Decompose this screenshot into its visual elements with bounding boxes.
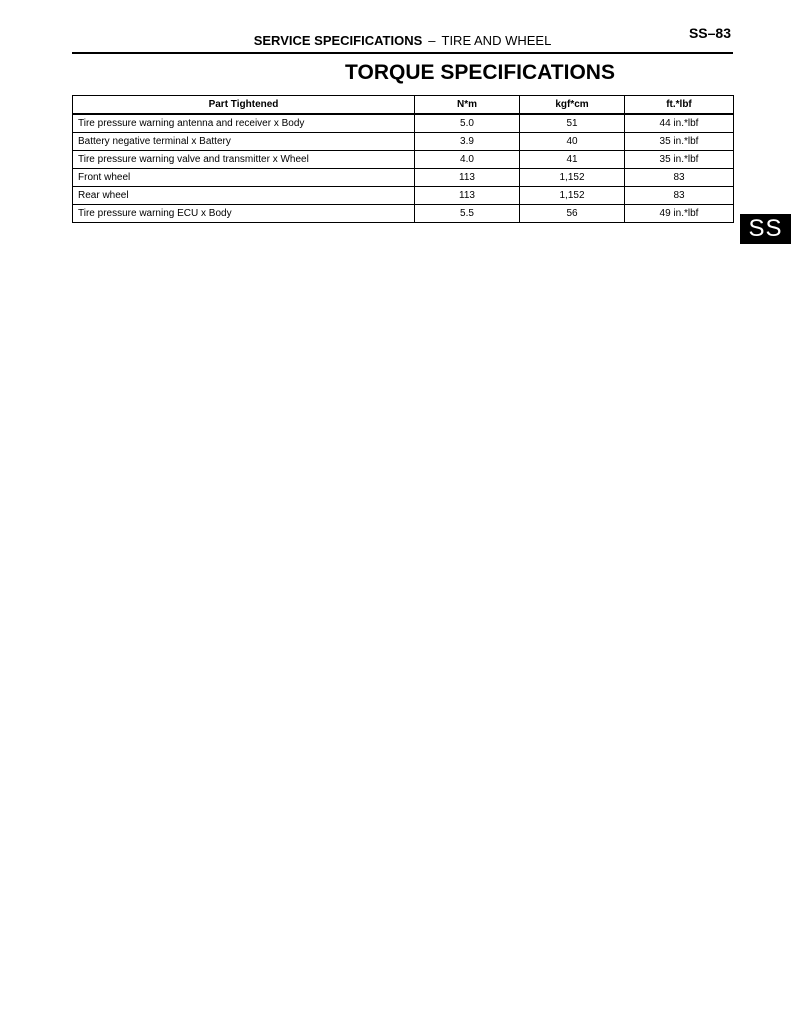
kgfcm-cell: 1,152	[520, 187, 625, 205]
kgfcm-cell: 40	[520, 133, 625, 151]
part-cell: Tire pressure warning valve and transmitter x Wheel	[73, 151, 415, 169]
column-header-kgfcm: kgf*cm	[520, 96, 625, 115]
ftlbf-cell: 83	[625, 169, 734, 187]
column-header-ftlbf: ft.*lbf	[625, 96, 734, 115]
section-tab: SS	[740, 214, 791, 244]
column-header-nm: N*m	[415, 96, 520, 115]
page-number: SS–83	[688, 25, 731, 41]
ftlbf-cell: 44 in.*lbf	[625, 114, 734, 133]
page-title: TORQUE SPECIFICATIONS	[345, 61, 615, 84]
column-header-part: Part Tightened	[73, 96, 415, 115]
header-section: SERVICE SPECIFICATIONS	[253, 33, 423, 48]
ftlbf-cell: 83	[625, 187, 734, 205]
nm-cell: 113	[415, 169, 520, 187]
header-title	[72, 33, 733, 49]
kgfcm-cell: 56	[520, 205, 625, 223]
kgfcm-cell: 1,152	[520, 169, 625, 187]
part-cell: Battery negative terminal x Battery	[73, 133, 415, 151]
header-separator: –	[428, 33, 436, 48]
part-cell: Front wheel	[73, 169, 415, 187]
ftlbf-cell: 35 in.*lbf	[625, 133, 734, 151]
nm-cell: 5.0	[415, 114, 520, 133]
running-header	[72, 25, 733, 54]
header-topic: TIRE AND WHEEL	[441, 33, 552, 48]
table-header-row	[73, 96, 734, 115]
nm-cell: 5.5	[415, 205, 520, 223]
part-cell: Rear wheel	[73, 187, 415, 205]
kgfcm-cell: 41	[520, 151, 625, 169]
part-cell: Tire pressure warning ECU x Body	[73, 205, 415, 223]
table-row	[73, 205, 734, 223]
ftlbf-cell: 49 in.*lbf	[625, 205, 734, 223]
nm-cell: 113	[415, 187, 520, 205]
table-row	[73, 169, 734, 187]
torque-specifications-table	[72, 95, 734, 223]
part-cell: Tire pressure warning antenna and receiver x Body	[73, 114, 415, 133]
table-row	[73, 133, 734, 151]
nm-cell: 3.9	[415, 133, 520, 151]
nm-cell: 4.0	[415, 151, 520, 169]
ftlbf-cell: 35 in.*lbf	[625, 151, 734, 169]
table-row	[73, 187, 734, 205]
kgfcm-cell: 51	[520, 114, 625, 133]
table-row	[73, 114, 734, 133]
table-row	[73, 151, 734, 169]
